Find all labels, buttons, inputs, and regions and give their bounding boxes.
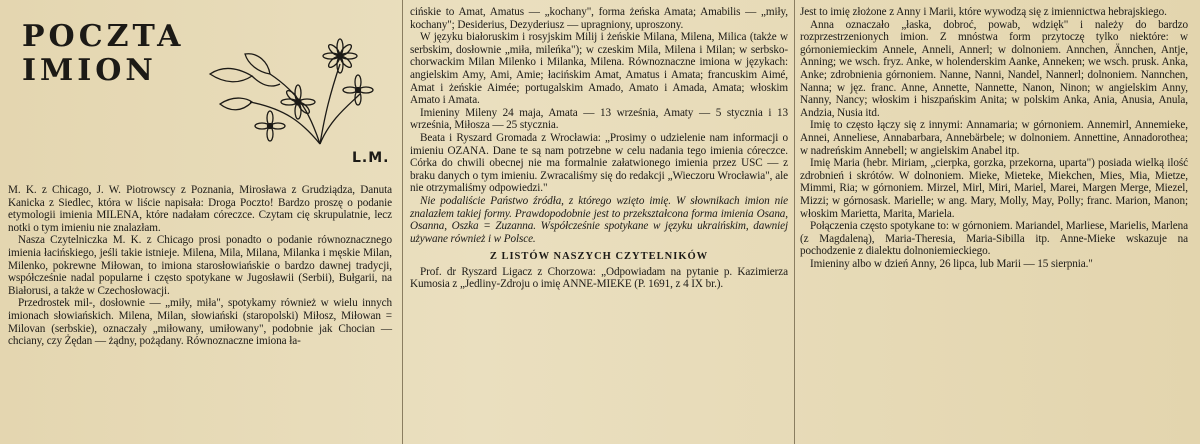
paragraph-7: Beata i Ryszard Gromada z Wrocławia: „Prosimy o udzielenie nam informacji o imieniu OZANA. Dane te są nam potrzebne w celu nadania tego imienia córeczce. Córka do chwili obecnej nie ma formalnie załatwionego imienia przez USC — z braku danych o tym imieniu. Zwracaliśmy się do redakcji „Wieczoru Wrocławia", ale nie otrzymaliśmy odpowiedzi." <box>410 131 788 195</box>
paragraph-3: Przedrostek mil-, dosłownie — „miły, miła", spotykamy również w wielu innych imionach słowiańskich. Milena, Milan, słowiański (staropolski) Miłosz, Miłowan = Milovan (serbskie), oznaczały „miłowany, umiłowany", podobnie jak Chocian — chciany, czy Żędan — żądny, pożądany. Równoznaczne imiona ła- <box>8 297 392 348</box>
paragraph-15: Imieniny albo w dzień Anny, 26 lipca, lub Marii — 15 sierpnia." <box>810 257 1093 270</box>
paragraph-13: Imię Maria (hebr. Miriam, „cierpka, gorzka, przekorna, uparta") posiada wielką ilość zdrobnień i skrótów. W dolnoniem. Mieke, Mieteke, Miekchen, Mies, Mia, Mietze, Mimmi, Ria; w górnoniem. Mirzel, Mirl, Miri, Mariel, Marei, Margen Merge, Miezel, Mizzi; w górnosask. Marielle; w ang. Mary, Molly, May, Polly; franc. Marion, Manon; włoskim Marietta, Marita, Mariela. <box>800 157 1188 220</box>
paragraph-2: Nasza Czytelniczka M. K. z Chicago prosi ponadto o podanie równoznacznego imienia łacińskiego, jeśli takie istnieje. Milena, Mila, Milana, Milanka i męskie Milan, Milenko, pokrewne Miłowan, to imiona starosłowiańskie o bardzo dawnej tradycji, współcześnie nadal popularne i często spotykane w Jugosławii (Serbii), Bułgarii, na Białorusi, a także w Czechosłowacji. <box>8 234 392 297</box>
paragraph-14: Połączenia często spotykane to: w górnoniem. Mariandel, Marliese, Marielis, Marlena (z Magdaleną), Maria-Theresia, Maria-Sibilla itp. Anne-Mieke wskazuje na pochodzenie z dialektu dolnoniemieckiego. <box>800 220 1188 258</box>
column-divider-1 <box>402 0 403 444</box>
title-line-2: IMION <box>22 53 157 88</box>
paragraph-12: Imię to często łączy się z innymi: Annamaria; w górnoniem. Annemirl, Annemieke, Annei, Anneliese, Annabarbara, Annebärbele; w dolnoniem. Annettine, Annadorothea; w nadreńskim Annebell; w angielskim Anabel itp. <box>800 119 1188 157</box>
paragraph-11: Anna oznaczało „łaska, dobroć, powab, wdzięk" i należy do bardzo rozprzestrzenionych imion. Z mnóstwa form przytoczę tylko niektóre: w górnoniemieckim Annele, Anneli, Annerl; w dolnoniem. Annchen, Ännchen, Antje, Anning; we wsch. fryz. Anke, w holenderskim Aanke, Anneken; we wsch. prusk. Anka, Anke; zdrobnienia górnoniem. Nanne, Nanni, Nandel, Nannerl; dolnoniem. Nannchen, Nanna; w jęz. franc. Anne, Annette, Nannette, Nanon, Ninon; w angielskim Anny, Nanny, Nancy; włoskim i hiszpańskim Anita; w polskim Anka, Ania, Anusia, Anula, Andzia, Nusia itd. <box>800 18 1188 119</box>
paragraph-8: Nie podaliście Państwo źródła, z którego wzięto imię. W słownikach imion nie znalazłem takiej formy. Prawdopodobnie jest to przekształcona forma imienia Osana, Osanna, Oszka = Zuzanna. Współcześnie spotykane w języku ukraińskim, dawniej używane również i w Polsce. <box>410 194 788 245</box>
paragraph-9: Prof. dr Ryszard Ligacz z Chorzowa: „Odpowiadam na pytanie p. Kazimierza Kumosia z „Jedliny-Zdroju o imię ANNE-MIEKE (P. 1691, z 4 IX br.). <box>410 265 788 291</box>
paragraph-1: M. K. z Chicago, J. W. Piotrowscy z Poznania, Mirosława z Grudziądza, Danuta Kanicka z Siedlec, która w liście napisała: Droga Poczto! Bardzo proszę o podanie etymologii imienia MILENA, które nadałam córeczce. Czytam cię skrupulatnie, lecz notki o tym imieniu nie znalazłam. <box>8 184 392 234</box>
title-line-1: POCZTA <box>22 19 185 54</box>
column-divider-2 <box>794 0 795 444</box>
column-3 <box>800 6 1188 270</box>
page-title <box>22 20 184 88</box>
author-signature: L.M. <box>352 150 390 166</box>
paragraph-6: Imieniny Mileny 24 maja, Amata — 13 września, Amaty — 5 stycznia i 13 września, Miłosza — 25 stycznia. <box>410 106 788 132</box>
paragraph-10: Jest to imię złożone z Anny i Marii, które wywodzą się z imiennictwa hebrajskiego. <box>800 6 1167 18</box>
paragraph-5: W języku białoruskim i rosyjskim Milij i żeńskie Milana, Milena, Milica (także w serbskim, dosłownie „miła, mileńka"); w czeskim Mila, Milena i Milan; w serbsko-chorwackim Milan Milenko i Milanka, Milena. Równoznaczne imiona w językach: angielskim Amy, Ami, Amie; łacińskim Amat, Amatus i Amata; francuskim Aimé, Amat i żeńskie Aimée; portugalskim Amado, Amato i Amada, Amata; włoskim Amato i Amata. <box>410 31 788 107</box>
section-heading: Z LISTÓW NASZYCH CZYTELNIKÓW <box>489 251 709 263</box>
flower-illustration <box>190 34 380 150</box>
column-2 <box>410 6 788 291</box>
paragraph-4: cińskie to Amat, Amatus — „kochany", forma żeńska Amata; Amabilis — „miły, kochany"; Desiderius, Dezyderiusz — upragniony, uproszony. <box>410 6 788 31</box>
column-1 <box>8 184 392 348</box>
